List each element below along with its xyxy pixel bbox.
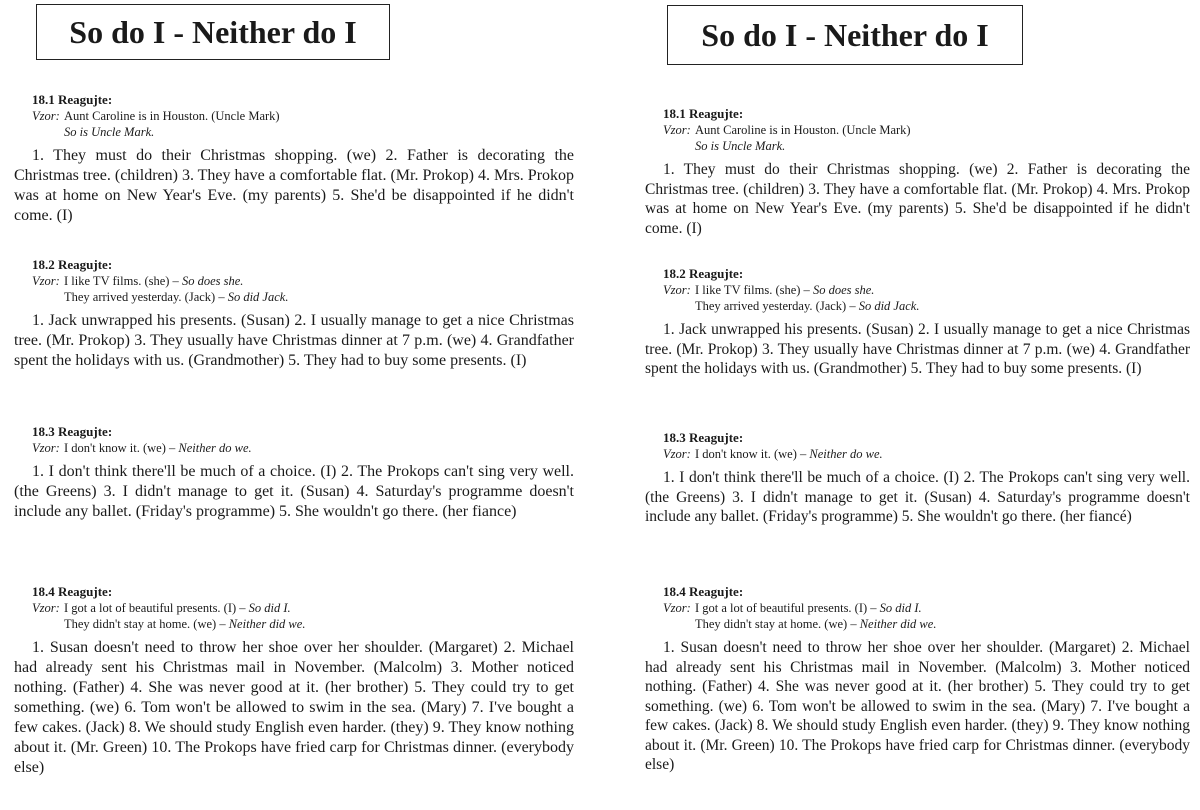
example-prompt: They arrived yesterday. (Jack) – (64, 290, 228, 304)
exercise-text: 1. I don't think there'll be much of a choice. (I) 2. The Prokops can't sing very well. (the Greens) 3. I didn't manage to get it. (Susan) 4. Saturday's programme doesn't include any ballet. (Friday's programme) 5. She wouldn't go there. (her fiancé) (645, 469, 1190, 525)
example-label: Vzor: (663, 283, 691, 297)
example-label: Vzor: (32, 274, 60, 288)
exercise-text: 1. I don't think there'll be much of a choice. (I) 2. The Prokops can't sing very well. (the Greens) 3. I didn't manage to get it. (Susan) 4. Saturday's programme doesn't include any ballet. (Friday's programme) 5. She wouldn't go there. (her fiance) (14, 463, 574, 520)
example-label: Vzor: (32, 109, 60, 123)
example (663, 122, 1190, 154)
example-prompt: I don't know it. (we) – (64, 441, 179, 455)
example-response: So did I. (248, 601, 291, 615)
exercise-text: 1. Jack unwrapped his presents. (Susan) 2. I usually manage to get a nice Christmas tree. (Mr. Prokop) 3. They usually have Christmas dinner at 7 p.m. (we) 4. Grandfather spent the holidays with us. (Grandmother) 5. They had to buy some presents. (I) (14, 312, 574, 369)
example (663, 600, 1190, 632)
exercise-heading: 18.2 Reagujte: (32, 257, 113, 272)
exercise-heading: 18.4 Reagujte: (32, 584, 113, 599)
exercise-text: 1. Susan doesn't need to throw her shoe over her shoulder. (Margaret) 2. Michael had already sent his Christmas mail in November. (Malcolm) 3. Mother noticed nothing. (Father) 4. She was never good at it. (her brother) 5. They could try to get something. (we) 6. Tom won't be allowed to swim in the sea. (Mary) 7. I've bought a few cakes. (Jack) 8. We should study English even harder. (they) 9. They know nothing about it. (Mr. Green) 10. The Prokops have fried carp for Christmas dinner. (everybody else) (14, 639, 574, 776)
example-prompt: I got a lot of beautiful presents. (I) – (64, 601, 249, 615)
example (32, 108, 574, 140)
example-response: Neither did we. (228, 617, 306, 631)
example-response: Neither did we. (859, 617, 937, 631)
example (32, 440, 574, 456)
example-prompt: Aunt Caroline is in Houston. (Uncle Mark) (695, 123, 911, 137)
exercise-text: 1. Jack unwrapped his presents. (Susan) 2. I usually manage to get a nice Christmas tree. (Mr. Prokop) 3. They usually have Christmas dinner at 7 p.m. (we) 4. Grandfather spent the holidays with us. (Grandmother) 5. They had to buy some presents. (I) (645, 321, 1190, 377)
exercise-18-2 (14, 257, 574, 371)
example (32, 273, 574, 305)
exercise-18-3 (645, 430, 1190, 527)
example-prompt: Aunt Caroline is in Houston. (Uncle Mark) (64, 109, 280, 123)
right-page (645, 0, 1190, 810)
exercise-text: 1. They must do their Christmas shopping. (we) 2. Father is decorating the Christmas tree. (children) 3. They have a comfortable flat. (Mr. Prokop) 4. Mrs. Prokop was at home on New Year's Eve. (my parents) 5. She'd be disappointed if he didn't come. (I) (14, 147, 575, 224)
example-label: Vzor: (663, 123, 691, 137)
example-prompt: They arrived yesterday. (Jack) – (695, 299, 859, 313)
example-response: So did Jack. (858, 299, 920, 313)
exercise-heading: 18.3 Reagujte: (663, 430, 744, 445)
example-response: So did Jack. (227, 290, 289, 304)
example (663, 446, 1190, 462)
example-prompt: I got a lot of beautiful presents. (I) – (695, 601, 880, 615)
exercise-heading: 18.2 Reagujte: (663, 266, 744, 281)
exercise-heading: 18.3 Reagujte: (32, 424, 113, 439)
example-response: So did I. (879, 601, 922, 615)
exercise-text: 1. They must do their Christmas shopping. (we) 2. Father is decorating the Christmas tree. (children) 3. They have a comfortable flat. (Mr. Prokop) 4. Mrs. Prokop was at home on New Year's Eve. (my parents) 5. She'd be disappointed if he didn't come. (I) (645, 161, 1190, 237)
exercise-heading: 18.4 Reagujte: (663, 584, 744, 599)
example (663, 282, 1190, 314)
exercise-text: 1. Susan doesn't need to throw her shoe over her shoulder. (Margaret) 2. Michael had already sent his Christmas mail in November. (Malcolm) 3. Mother noticed nothing. (Father) 4. She was never good at it. (her brother) 5. They could try to get something. (we) 6. Tom won't be allowed to swim in the sea. (Mary) 7. I've bought a few cakes. (Jack) 8. We should study English even harder. (they) 9. They know nothing about it. (Mr. Green) 10. The Prokops have fried carp for Christmas dinner. (everybody else) (645, 639, 1190, 773)
example-label: Vzor: (32, 441, 60, 455)
example-response: Neither do we. (809, 447, 883, 461)
example-response: So does she. (181, 274, 244, 288)
page-title: So do I - Neither do I (36, 4, 390, 60)
exercise-heading: 18.1 Reagujte: (663, 106, 744, 121)
example-prompt: I don't know it. (we) – (695, 447, 810, 461)
exercise-heading: 18.1 Reagujte: (32, 92, 113, 107)
example-prompt: I like TV films. (she) – (64, 274, 182, 288)
example-label: Vzor: (663, 601, 691, 615)
example (32, 600, 574, 632)
example-label: Vzor: (32, 601, 60, 615)
exercise-18-4 (645, 584, 1190, 775)
example-response: So does she. (812, 283, 875, 297)
example-response: So is Uncle Mark. (695, 139, 786, 153)
page-title: So do I - Neither do I (667, 5, 1023, 65)
example-response: Neither do we. (178, 441, 252, 455)
exercise-18-1 (14, 92, 574, 226)
example-prompt: I like TV films. (she) – (695, 283, 813, 297)
left-page (14, 0, 574, 810)
example-prompt: They didn't stay at home. (we) – (64, 617, 229, 631)
example-response: So is Uncle Mark. (64, 125, 155, 139)
exercise-18-4 (14, 584, 574, 778)
exercise-18-3 (14, 424, 574, 522)
example-label: Vzor: (663, 447, 691, 461)
exercise-18-1 (645, 106, 1190, 238)
example-prompt: They didn't stay at home. (we) – (695, 617, 860, 631)
exercise-18-2 (645, 266, 1190, 379)
